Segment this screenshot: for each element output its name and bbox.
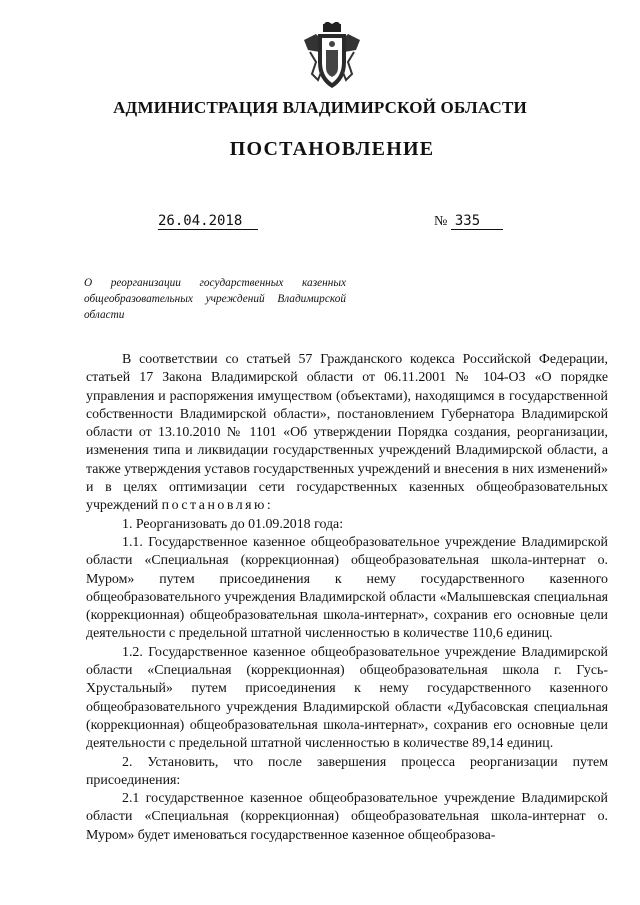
item-2-1: 2.1 государственное казенное общеобразовательное учреждение Владимирской области «Специальная (коррекционная) общеобразовательная школа-интернат о. Муром» будет именоваться государственное казенное общеобразова- [86, 791, 608, 843]
document-body [86, 351, 608, 845]
number-label: № [434, 214, 448, 229]
preamble-text: В соответствии со статьей 57 Гражданского кодекса Российской Федерации, статьей 17 Закона Владимирской области от 06.11.2001 № 104-ОЗ «О порядке управления и распоряжения имуществом (объектами), находящимся в государственной собственности Владимирской области», постановлением Губернатора Владимирской области от 13.10.2010 № 1101 «Об утверждении Порядка создания, реорганизации, изменения типа и ликвидации государственных учреждений Владимирской области, а также утверждения уставов государственных учреждений и внесения в них изменений» и в целях оптимизации сети государственных казенных общеобразовательных учреждений [86, 352, 608, 514]
document-type-title: ПОСТАНОВЛЕНИЕ [229, 138, 435, 160]
decree-word: постановляю: [161, 498, 274, 514]
document-number-field [434, 213, 503, 230]
item-1-1: 1.1. Государственное казенное общеобразовательное учреждение Владимирской области «Специальная (коррекционная) общеобразовательная школа-интернат о. Муром» путем присоединения к нему государственного казенного общеобразовательного учреждения Владимирской области «Малышевская специальная (коррекционная) общеобразовательная школа-интернат», сохранив его основные цели деятельности с предельной штатной численностью в количестве 110,6 единиц. [86, 534, 608, 642]
item-2: 2. Установить, что после завершения процесса реорганизации путем присоединения: [86, 754, 608, 788]
document-number: 335 [451, 213, 503, 230]
document-date: 26.04.2018 [158, 213, 258, 230]
coat-of-arms-emblem [302, 22, 362, 92]
organization-title: АДМИНИСТРАЦИЯ ВЛАДИМИРСКОЙ ОБЛАСТИ [113, 98, 527, 117]
document-subject: О реорганизации государственных казенных общеобразовательных учреждений Владимирской области [84, 277, 346, 321]
item-1-2: 1.2. Государственное казенное общеобразовательное учреждение Владимирской области «Специальная (коррекционная) общеобразовательная школа г. Гусь-Хрустальный» путем присоединения к нему государственного казенного общеобразовательного учреждения Владимирской области «Дубасовская специальная (коррекционная) общеобразовательная школа-интернат», сохранив его основные цели деятельности с предельной штатной численностью в количестве 89,14 единиц. [86, 644, 608, 752]
item-1: 1. Реорганизовать до 01.09.2018 года: [122, 516, 344, 532]
preamble-paragraph [86, 351, 608, 516]
